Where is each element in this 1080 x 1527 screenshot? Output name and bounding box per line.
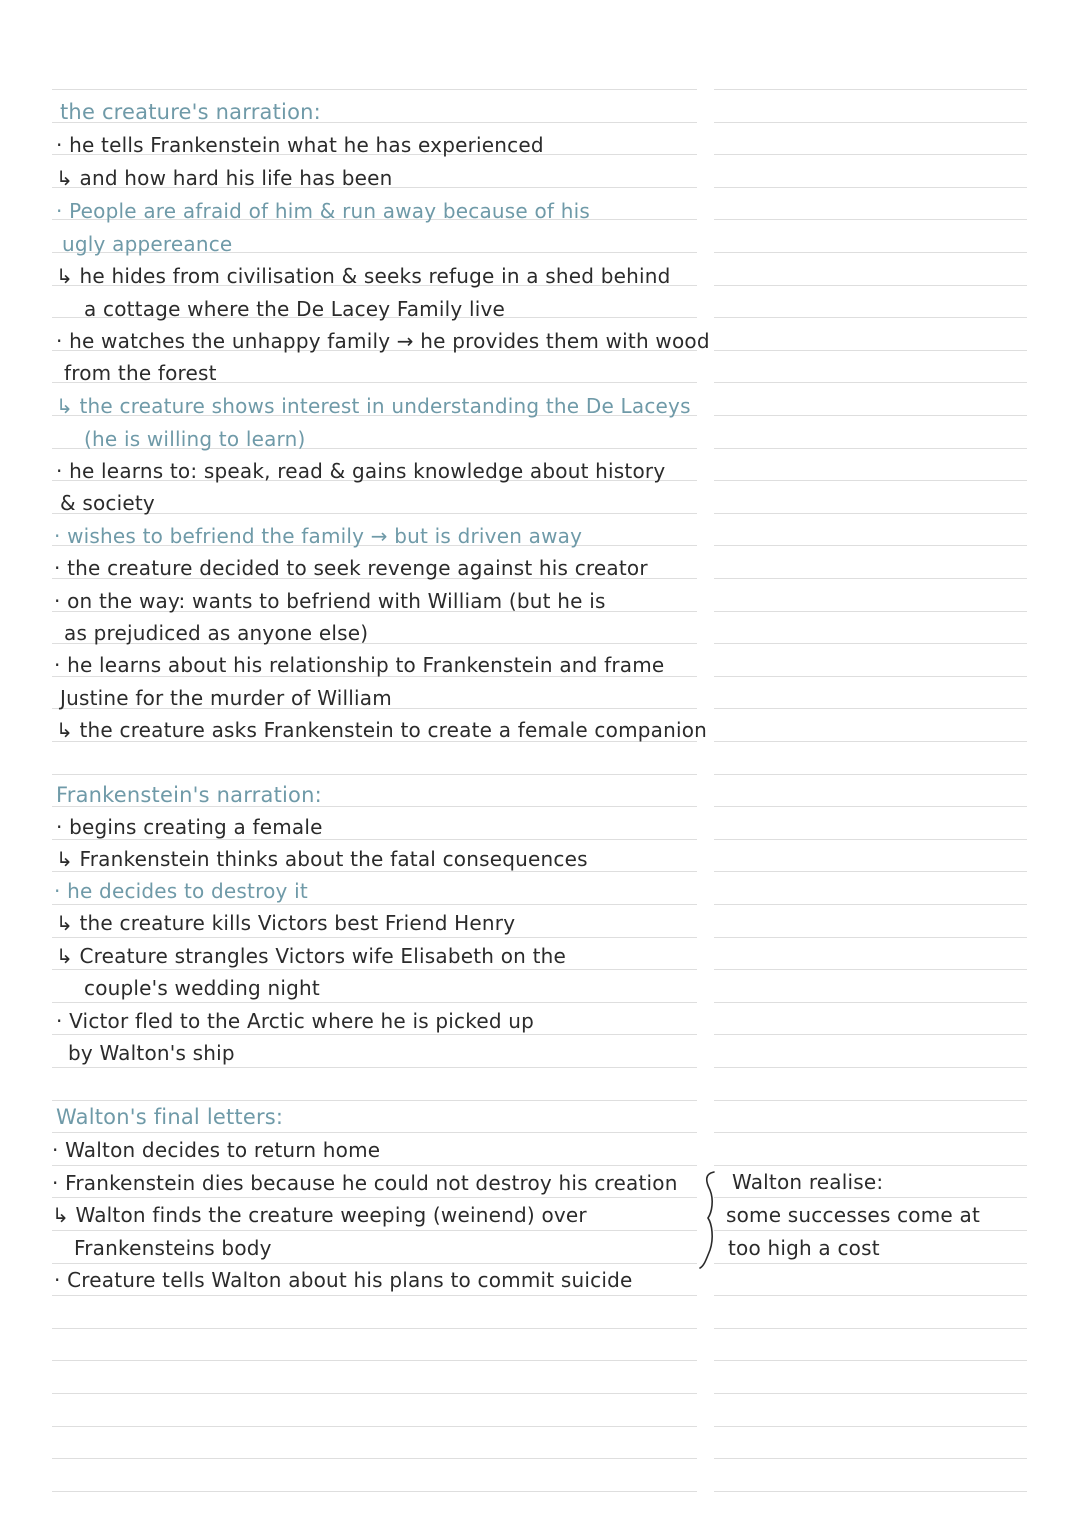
note-line: · Frankenstein dies because he could not destroy his creation (52, 1171, 678, 1195)
note-line: by Walton's ship (68, 1041, 235, 1065)
ruled-line (52, 1426, 697, 1427)
ruled-line (52, 1132, 697, 1133)
ruled-line (714, 1426, 1027, 1427)
ruled-line (52, 937, 697, 938)
curly-brace-icon (696, 1168, 722, 1272)
ruled-line (52, 1263, 697, 1264)
ruled-line (714, 1393, 1027, 1394)
ruled-line (714, 317, 1027, 318)
ruled-line (714, 382, 1027, 383)
ruled-line (52, 1491, 697, 1492)
ruled-line (52, 1393, 697, 1394)
note-line: · Walton decides to return home (52, 1138, 381, 1162)
ruled-line (714, 1295, 1027, 1296)
ruled-line (714, 285, 1027, 286)
ruled-line (714, 480, 1027, 481)
ruled-line (714, 774, 1027, 775)
ruled-line (714, 154, 1027, 155)
ruled-line (714, 1360, 1027, 1361)
note-line: ↳ Walton finds the creature weeping (weinend) over (52, 1203, 587, 1227)
ruled-line (52, 774, 697, 775)
ruled-line (714, 1034, 1027, 1035)
ruled-line (714, 871, 1027, 872)
note-line: ↳ the creature shows interest in understanding the De Laceys (56, 394, 691, 418)
ruled-line (714, 513, 1027, 514)
note-line: couple's wedding night (84, 976, 320, 1000)
section-heading: Frankenstein's narration: (56, 783, 322, 807)
side-note-line: too high a cost (728, 1236, 880, 1260)
note-line: ↳ the creature asks Frankenstein to create a female companion (56, 718, 708, 742)
section-heading: the creature's narration: (60, 100, 321, 124)
ruled-line (52, 1230, 697, 1231)
note-line: (he is willing to learn) (84, 427, 306, 451)
ruled-line (52, 89, 697, 90)
note-line: ↳ he hides from civilisation & seeks refuge in a shed behind (56, 264, 671, 288)
ruled-line (714, 1132, 1027, 1133)
ruled-line (52, 1067, 697, 1068)
note-line: Justine for the murder of William (60, 686, 392, 710)
ruled-line (714, 1458, 1027, 1459)
ruled-line (714, 1197, 1027, 1198)
ruled-line (52, 1458, 697, 1459)
ruled-line (714, 839, 1027, 840)
ruled-line (714, 904, 1027, 905)
ruled-line (714, 643, 1027, 644)
ruled-line (714, 415, 1027, 416)
ruled-line (714, 1491, 1027, 1492)
ruled-line (714, 89, 1027, 90)
ruled-line (714, 1100, 1027, 1101)
ruled-line (714, 187, 1027, 188)
note-line: · Creature tells Walton about his plans to commit suicide (54, 1268, 633, 1292)
note-line: ↳ the creature kills Victors best Friend Henry (56, 911, 516, 935)
ruled-line (714, 219, 1027, 220)
ruled-line (52, 1295, 697, 1296)
note-line: ugly appereance (62, 232, 233, 256)
note-line: · the creature decided to seek revenge against his creator (54, 556, 648, 580)
note-line: as prejudiced as anyone else) (64, 621, 369, 645)
note-line: · on the way: wants to befriend with William (but he is (54, 589, 606, 613)
ruled-line (714, 1165, 1027, 1166)
ruled-line (52, 1328, 697, 1329)
note-line: Frankensteins body (74, 1236, 272, 1260)
ruled-line (714, 252, 1027, 253)
note-line: · People are afraid of him & run away because of his (56, 199, 590, 223)
ruled-line (714, 1230, 1027, 1231)
note-line: · wishes to befriend the family → but is driven away (54, 524, 583, 548)
ruled-line (714, 969, 1027, 970)
ruled-line (714, 708, 1027, 709)
ruled-line (714, 1328, 1027, 1329)
ruled-line (714, 676, 1027, 677)
ruled-line (714, 448, 1027, 449)
ruled-line (714, 937, 1027, 938)
ruled-line (714, 578, 1027, 579)
note-line: · begins creating a female (56, 815, 323, 839)
note-line: · he decides to destroy it (54, 879, 308, 903)
side-note-line: some successes come at (726, 1203, 980, 1227)
note-line: ↳ Frankenstein thinks about the fatal consequences (56, 847, 588, 871)
note-line: · he tells Frankenstein what he has experienced (56, 133, 544, 157)
note-line: · he watches the unhappy family → he provides them with wood (56, 329, 710, 353)
ruled-line (714, 350, 1027, 351)
ruled-line (714, 122, 1027, 123)
ruled-line (714, 1067, 1027, 1068)
note-line: · he learns about his relationship to Frankenstein and frame (54, 653, 665, 677)
ruled-line (714, 545, 1027, 546)
note-line: ↳ and how hard his life has been (56, 166, 393, 190)
note-line: from the forest (64, 361, 217, 385)
ruled-line (714, 1002, 1027, 1003)
note-line: & society (60, 491, 155, 515)
ruled-line (714, 1263, 1027, 1264)
ruled-line (714, 741, 1027, 742)
note-line: · Victor fled to the Arctic where he is picked up (56, 1009, 535, 1033)
note-line: ↳ Creature strangles Victors wife Elisabeth on the (56, 944, 567, 968)
note-line: a cottage where the De Lacey Family live (84, 297, 506, 321)
ruled-line (52, 1100, 697, 1101)
ruled-line (52, 1002, 697, 1003)
section-heading: Walton's final letters: (56, 1105, 284, 1129)
ruled-line (714, 806, 1027, 807)
ruled-line (52, 1197, 697, 1198)
ruled-line (714, 611, 1027, 612)
ruled-line (52, 1165, 697, 1166)
side-note-line: Walton realise: (732, 1170, 884, 1194)
note-line: · he learns to: speak, read & gains knowledge about history (56, 459, 666, 483)
ruled-line (52, 1360, 697, 1361)
